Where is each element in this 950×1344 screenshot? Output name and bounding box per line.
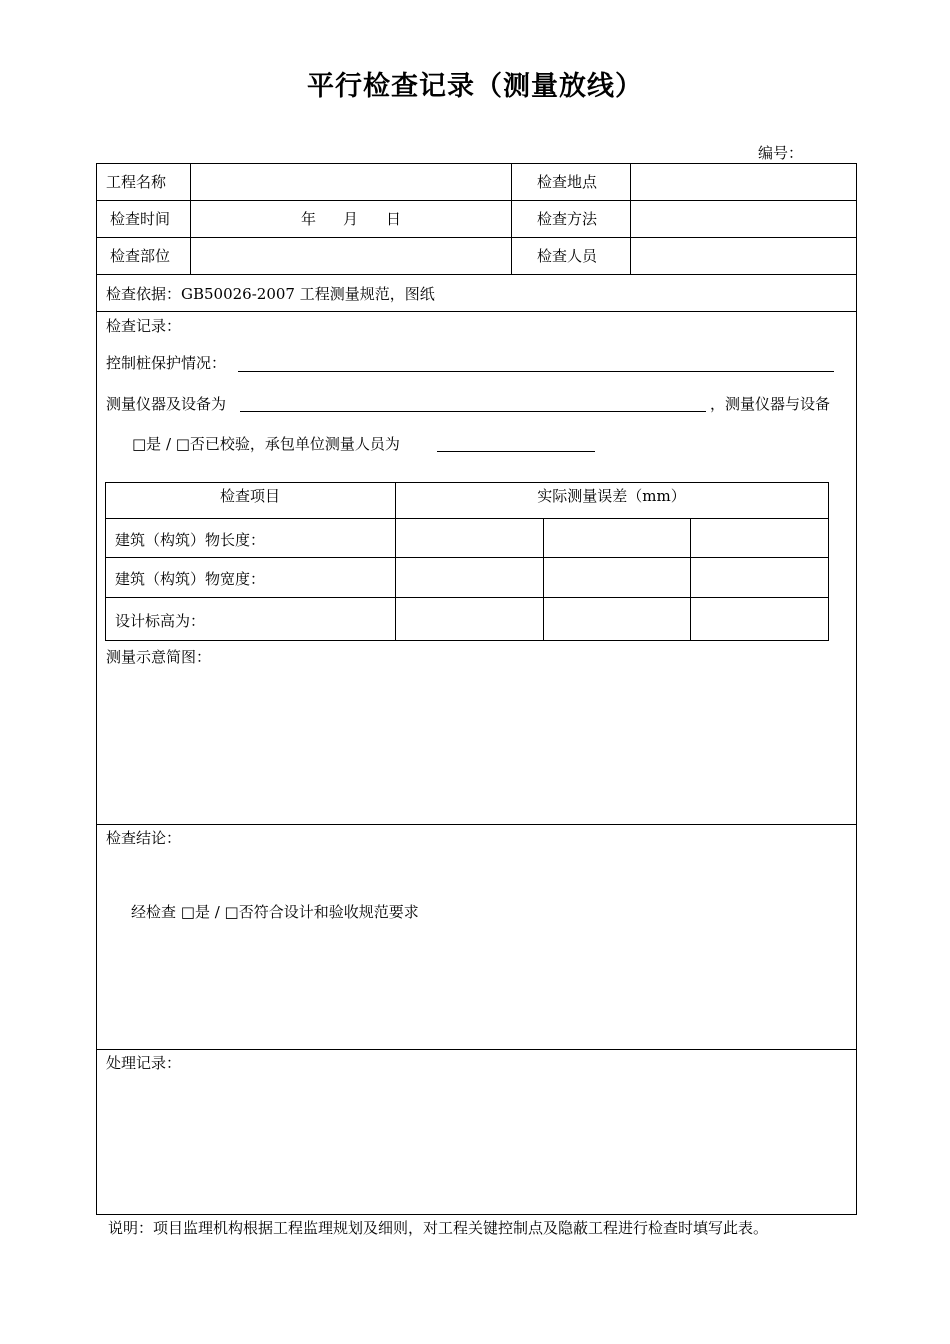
table-row-elevation-label: 设计标高为： bbox=[115, 612, 206, 630]
frame-left bbox=[96, 163, 97, 1214]
page-title: 平行检查记录（测量放线） bbox=[307, 71, 643, 102]
check-part-label: 检查部位 bbox=[110, 247, 171, 265]
sketch-area[interactable] bbox=[100, 670, 852, 820]
table-row-length-label: 建筑（构筑）物长度： bbox=[115, 531, 266, 549]
frame-right bbox=[856, 163, 857, 1214]
table-header-item: 检查项目 bbox=[219, 487, 280, 505]
table-header-error: 实际测量误差（mm） bbox=[537, 487, 686, 505]
check-time-label: 检查时间 bbox=[110, 210, 171, 228]
table-row-width-label: 建筑（构筑）物宽度： bbox=[115, 570, 266, 588]
surveyor-underline[interactable] bbox=[437, 451, 595, 452]
serial-number-label: 编号： bbox=[758, 144, 804, 162]
conclusion-label: 检查结论： bbox=[106, 829, 182, 847]
control-pile-underline[interactable] bbox=[238, 371, 834, 372]
check-location-field[interactable] bbox=[632, 165, 854, 199]
date-year: 年 bbox=[301, 210, 317, 228]
instrument-underline[interactable] bbox=[240, 411, 706, 412]
project-name-label: 工程名称 bbox=[106, 173, 167, 191]
date-day: 日 bbox=[386, 210, 402, 228]
sketch-label: 测量示意简图： bbox=[106, 648, 212, 666]
handling-label: 处理记录： bbox=[106, 1054, 182, 1072]
check-method-label: 检查方法 bbox=[537, 210, 598, 228]
check-method-field[interactable] bbox=[632, 202, 854, 236]
check-part-field[interactable] bbox=[192, 239, 510, 273]
control-pile-label: 控制桩保护情况： bbox=[106, 354, 227, 372]
project-name-field[interactable] bbox=[192, 165, 510, 199]
frame-bottom bbox=[96, 1214, 857, 1215]
record-label: 检查记录： bbox=[106, 317, 182, 335]
frame-top bbox=[96, 163, 857, 164]
calibration-line: □是 / □否已校验，承包单位测量人员为 bbox=[132, 435, 400, 453]
conclusion-text: 经检查 □是 / □否符合设计和验收规范要求 bbox=[131, 903, 419, 921]
inspector-label: 检查人员 bbox=[537, 247, 598, 265]
handling-area[interactable] bbox=[100, 1078, 852, 1210]
check-basis: 检查依据：GB50026-2007 工程测量规范，图纸 bbox=[106, 285, 435, 303]
inspector-field[interactable] bbox=[632, 239, 854, 273]
footnote: 说明：项目监理机构根据工程监理规划及细则，对工程关键控制点及隐蔽工程进行检查时填写此表。 bbox=[108, 1219, 769, 1237]
instrument-suffix: ，测量仪器与设备 bbox=[710, 395, 831, 413]
date-month: 月 bbox=[343, 210, 359, 228]
check-location-label: 检查地点 bbox=[537, 173, 598, 191]
instrument-label: 测量仪器及设备为 bbox=[106, 395, 227, 413]
